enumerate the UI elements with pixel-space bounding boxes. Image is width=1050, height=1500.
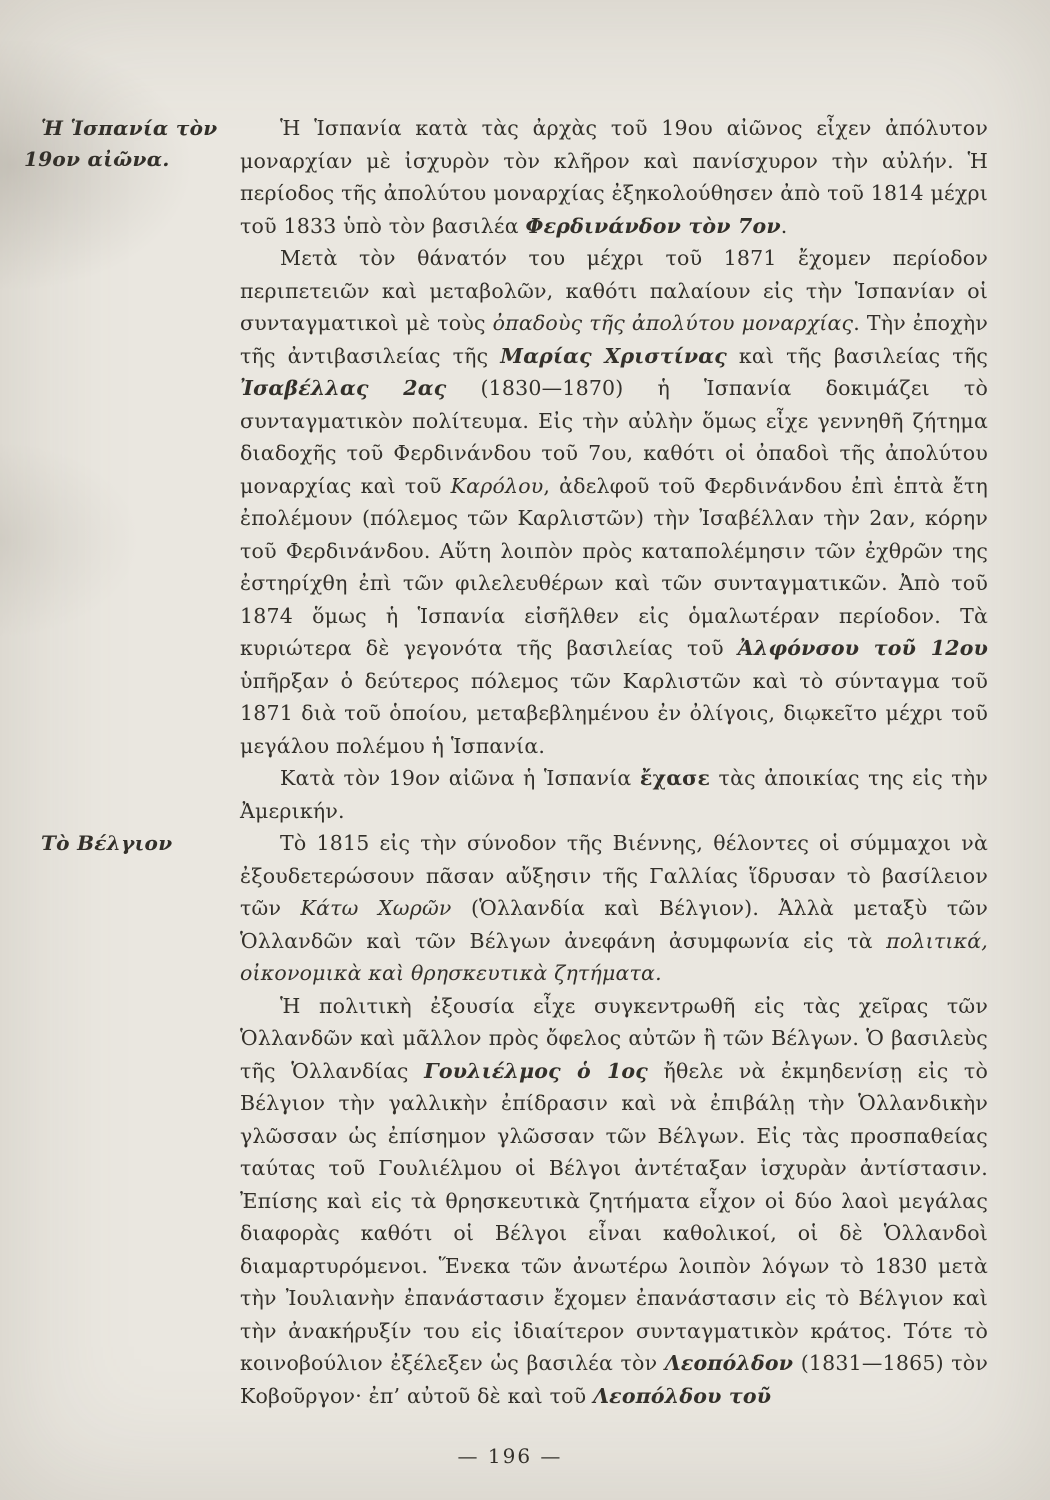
- margin-note-belgium: Τὸ Βέλγιον: [41, 831, 173, 855]
- margin-note-spain: Ἡ Ἱσπανία τὸν 19ον αἰῶνα.: [24, 116, 218, 171]
- text-segment: Ἡ Ἱσπανία κατὰ τὰς ἀρχὰς τοῦ 19ου αἰῶνος εἶχεν ἀπόλυτον μοναρχίαν μὲ ἰσχυρὸν τὸν κλῆρον καὶ πανίσχυρον τὴν αὐλήν. Ἡ περίοδος τῆς ἀπολύτου μοναρχίας ἐξηκολούθησεν ἀπὸ τοῦ 1814 μέχρι τοῦ 1833 ὑπὸ τὸν βασιλέα: [240, 116, 988, 238]
- text-segment: Ἀλφόνσου τοῦ 12ου: [737, 636, 988, 660]
- text-segment: Λεοπόλδον: [664, 1351, 794, 1375]
- text-segment: (1831—1865) τὸν Κοβοῦργον· ἐπ’ αὐτοῦ δὲ καὶ τοῦ: [240, 1351, 988, 1408]
- text-segment: Ἰσαβέλλας 2ας: [240, 376, 447, 400]
- paragraph: [240, 762, 988, 827]
- text-segment: Καρόλου: [450, 473, 544, 498]
- text-segment: ἔχασε: [639, 766, 711, 790]
- text-segment: . Τὴν ἐποχὴν τῆς ἀντιβασιλείας τῆς: [240, 311, 988, 368]
- text-segment: ὀπαδοὺς τῆς ἀπολύτου μοναρχίας: [492, 311, 854, 335]
- section-belgium: [41, 827, 988, 1412]
- paragraph: [240, 827, 988, 990]
- paragraph: [240, 242, 988, 762]
- text-segment: Κάτω Χωρῶν: [300, 896, 452, 920]
- paragraph: [240, 990, 988, 1413]
- text-segment: Τὸ 1815 εἰς τὴν σύνοδον τῆς Βιέννης, θέλοντες οἱ σύμμαχοι νὰ ἐξουδετερώσουν πᾶσαν αὔξησιν τῆς Γαλλίας ἵδρυσαν τὸ βασίλειον τῶν: [240, 831, 988, 920]
- section-spain: [24, 112, 988, 827]
- text-segment: (1830—1870) ἡ Ἱσπανία δοκιμάζει τὸ συνταγματικὸν πολίτευμα. Εἰς τὴν αὐλὴν ὅμως εἶχε γεννηθῆ ζήτημα διαδοχῆς τοῦ Φερδινάνδου τοῦ 7ου, καθότι οἱ ὀπαδοὶ τῆς ἀπολύτου μοναρχίας καὶ τοῦ: [240, 376, 988, 498]
- text-segment: καὶ τῆς βασιλείας τῆς: [726, 343, 988, 368]
- text-segment: Μετὰ τὸν θάνατόν του μέχρι τοῦ 1871 ἔχομεν περίοδον περιπετειῶν καὶ μεταβολῶν, καθότι παλαίουν εἰς τὴν Ἱσπανίαν οἱ συνταγματικοὶ μὲ τοὺς: [240, 246, 988, 335]
- text-segment: , ἀδελφοῦ τοῦ Φερδινάνδου ἐπὶ ἑπτὰ ἔτη ἐπολέμουν (πόλεμος τῶν Καρλιστῶν) τὴν Ἰσαβέλλαν τὴν 2αν, κόρην τοῦ Φερδινάνδου. Αὕτη λοιπὸν πρὸς καταπολέμησιν τῶν ἐχθρῶν της ἐστηρίχθη ἐπὶ τῶν φιλελευθέρων καὶ τῶν συνταγματικῶν. Ἀπὸ τοῦ 1874 ὅμως ἡ Ἱσπανία εἰσῆλθεν εἰς ὁμαλωτέραν περίοδον. Τὰ κυριώτερα δὲ γεγονότα τῆς βασιλείας τοῦ: [240, 473, 988, 660]
- text-segment: ὑπῆρξαν ὁ δεύτερος πόλεμος τῶν Καρλιστῶν καὶ τὸ σύνταγμα τοῦ 1871 διὰ τοῦ ὁποίου, μεταβεβλημένου ἐν ὀλίγοις, διῳκεῖτο μέχρι τοῦ μεγάλου πολέμου ἡ Ἱσπανία.: [240, 668, 988, 758]
- text-segment: Γουλιέλμος ὁ 1ος: [424, 1058, 648, 1083]
- text-segment: Μαρίας Χριστίνας: [500, 343, 727, 368]
- text-segment: Λεοπόλδου τοῦ: [593, 1383, 772, 1408]
- text-segment: τὰς ἀποικίας της εἰς τὴν Ἀμερικήν.: [240, 766, 988, 823]
- text-segment: Κατὰ τὸν 19ον αἰῶνα ἡ Ἱσπανία: [280, 766, 640, 790]
- main-column: [24, 112, 988, 1412]
- text-segment: (Ὁλλανδία καὶ Βέλγιον). Ἀλλὰ μεταξὺ τῶν Ὁλλανδῶν καὶ τῶν Βέλγων ἀνεφάνη ἀσυμφωνία εἰς τὰ: [240, 896, 988, 953]
- paragraph: [240, 112, 988, 242]
- text-segment: .: [780, 213, 788, 238]
- text-segment: πολιτικά, οἰκονομικὰ καὶ θρησκευτικὰ ζητήματα.: [240, 928, 988, 985]
- text-segment: Φερδινάνδον τὸν 7ον: [525, 213, 781, 238]
- text-segment: Ἡ πολιτικὴ ἐξουσία εἶχε συγκεντρωθῆ εἰς τὰς χεῖρας τῶν Ὁλλανδῶν καὶ μᾶλλον πρὸς ὄφελος αὐτῶν ἢ τῶν Βέλγων. Ὁ βασιλεὺς τῆς Ὁλλανδίας: [240, 993, 988, 1083]
- text-segment: ἤθελε νὰ ἐκμηδενίσῃ εἰς τὸ Βέλγιον τὴν γαλλικὴν ἐπίδρασιν καὶ νὰ ἐπιβάλῃ τὴν Ὁλλανδικὴν γλῶσσαν ὡς ἐπίσημον γλῶσσαν τῶν Βέλγων. Εἰς τὰς προσπαθείας ταύτας τοῦ Γουλιέλμου οἱ Βέλγοι ἀντέταξαν ἰσχυρὰν ἀντίστασιν. Ἐπίσης καὶ εἰς τὰ θρησκευτικὰ ζητήματα εἶχον οἱ δύο λαοὶ μεγάλας διαφορὰς καθότι οἱ Βέλγοι εἶναι καθολικοί, οἱ δὲ Ὁλλανδοὶ διαμαρτυρόμενοι. Ἕνεκα τῶν ἀνωτέρω λοιπὸν λόγων τὸ 1830 μετὰ τὴν Ἰουλιανὴν ἐπανάστασιν ἔχομεν ἐπανάστασιν εἰς τὸ Βέλγιον καὶ τὴν ἀνακήρυξίν του εἰς ἰδιαίτερον συνταγματικὸν κράτος. Τότε τὸ κοινοβούλιον ἐξέλεξεν ὡς βασιλέα τὸν: [240, 1058, 988, 1375]
- page-number: — 196 —: [457, 1444, 563, 1468]
